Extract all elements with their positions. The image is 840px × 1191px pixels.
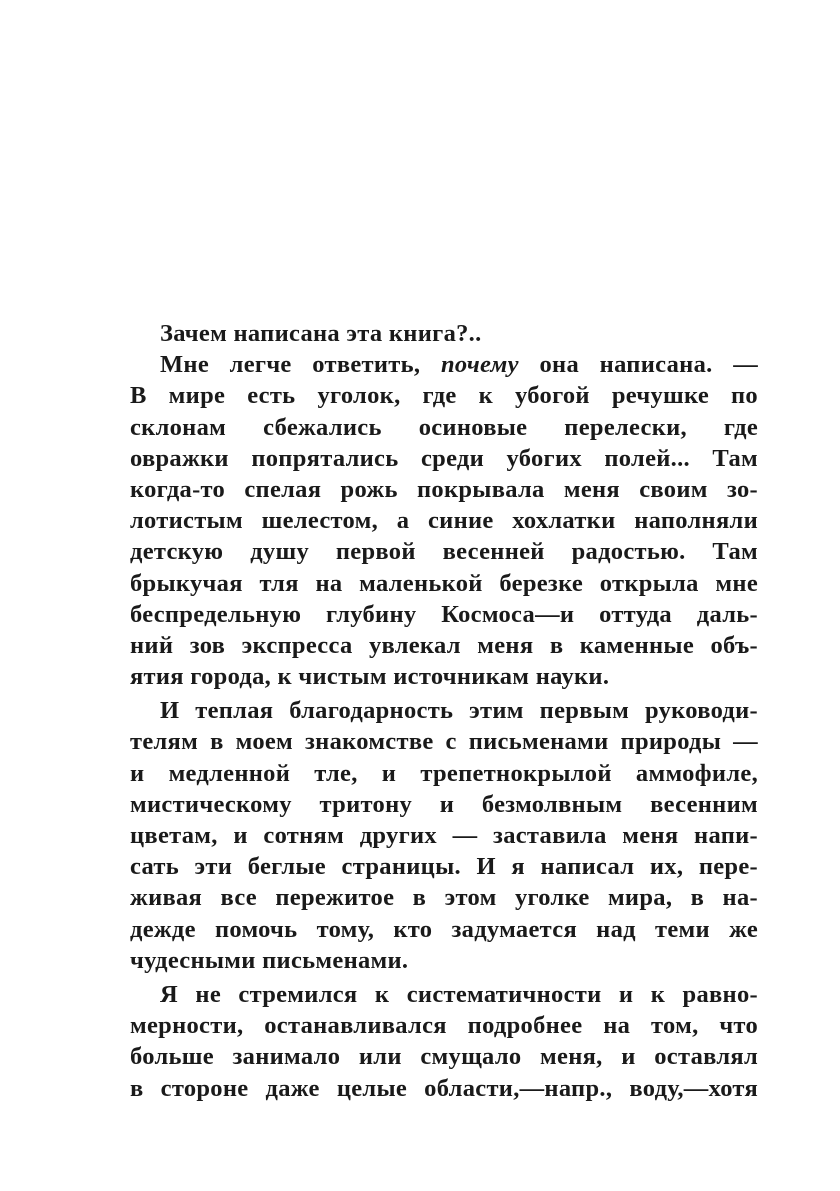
text-line: когда-то спелая рожь покрывала меня своим зо-	[130, 475, 758, 503]
emphasized-word: почему	[440, 351, 519, 379]
text-line: телям в моем знакомстве с письменами природы —	[130, 728, 758, 756]
text-line: ятия города, к чистым источникам науки.	[130, 663, 610, 691]
body-text	[130, 318, 758, 1104]
text-line: брыкучая тля на маленькой березке открыла мне	[130, 569, 758, 597]
paragraph-3	[130, 979, 758, 1104]
text-line: детскую душу первой весенней радостью. Там	[130, 538, 758, 566]
text-line: сать эти беглые страницы. И я написал их, пере-	[130, 853, 758, 881]
text-line: лотистым шелестом, а синие хохлатки наполняли	[130, 507, 758, 535]
text-line: больше занимало или смущало меня, и оставлял	[130, 1043, 758, 1071]
text-line: в стороне даже целые области,—напр., воду,—хотя	[130, 1074, 758, 1102]
text-line	[130, 349, 758, 380]
text-line: Я не стремился к систематичности и к равно-	[160, 980, 758, 1008]
text-line: мистическому тритону и безмолвным весенним	[130, 790, 758, 818]
paragraph-1	[130, 349, 758, 692]
text-fragment: Мне легче ответить,	[160, 351, 421, 379]
chapter-question-line: Зачем написана эта книга?..	[160, 320, 482, 347]
text-line: и медленной тле, и трепетнокрылой аммофиле,	[130, 759, 758, 787]
text-line: И теплая благодарность этим первым руководи-	[160, 697, 758, 725]
text-line: беспредельную глубину Космоса—и оттуда даль-	[130, 600, 758, 628]
text-line: овражки попрятались среди убогих полей... Там	[130, 444, 758, 472]
paragraph-2	[130, 695, 758, 976]
text-line: цветам, и сотням других — заставила меня напи-	[130, 822, 758, 849]
text-fragment: она написана. —	[539, 351, 759, 379]
text-line: склонам сбежались осиновые перелески, где	[130, 413, 758, 441]
text-line: В мире есть уголок, где к убогой речушке по	[130, 382, 758, 410]
text-line: чудесными письменами.	[130, 946, 409, 974]
text-line: мерности, останавливался подробнее на том, что	[130, 1012, 758, 1040]
text-line: дежде помочь тому, кто задумается над теми же	[130, 915, 758, 943]
text-line: ний зов экспресса увлекал меня в каменные объ-	[130, 631, 758, 659]
text-line: живая все пережитое в этом уголке мира, в на-	[130, 884, 758, 912]
